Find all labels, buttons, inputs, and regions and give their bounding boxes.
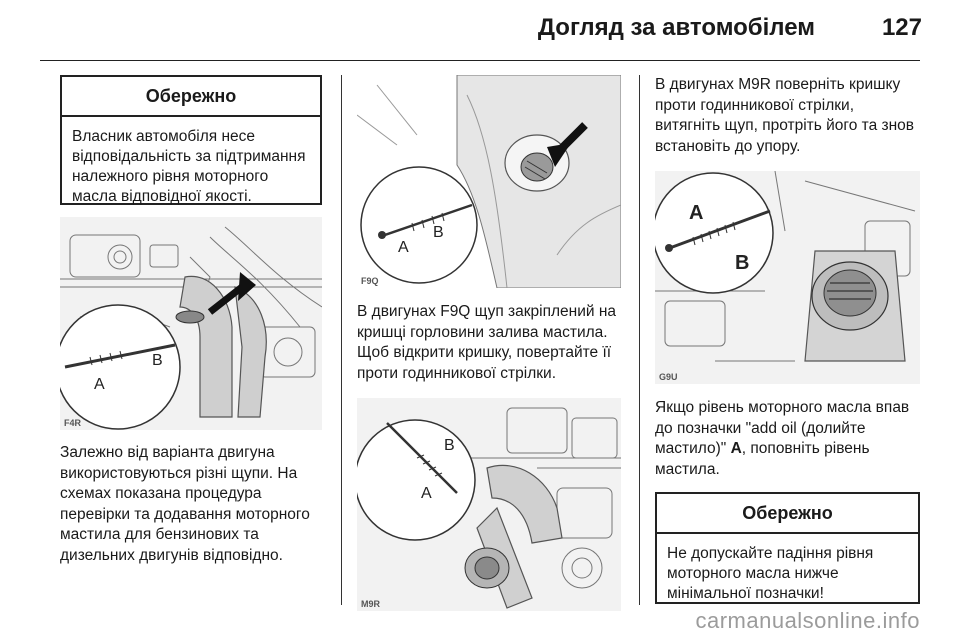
figure-code: F9Q: [361, 276, 379, 286]
caution-box-1: [60, 75, 322, 205]
column-divider-2: [639, 75, 640, 605]
figure-f9q: [357, 75, 621, 288]
figure-label-b: B: [433, 224, 444, 241]
page-number: 127: [881, 14, 922, 41]
caution-title: Обережно: [657, 494, 918, 534]
body-paragraph: Залежно від варіанта двигуна використовуються різні щупи. На схемах показана процедура перевірки та додавання моторного мастила для бензинових та дизельних двигунів відповідно.: [60, 444, 310, 564]
engine-illustration-m9r: [357, 398, 621, 611]
figure-code: M9R: [361, 599, 381, 609]
engine-illustration-g9u: [655, 171, 920, 384]
paragraph-text: , поповніть рівень мастила.: [655, 440, 870, 478]
engine-illustration-f4r: [60, 217, 322, 430]
column-divider-1: [341, 75, 342, 605]
column-1: [60, 75, 322, 566]
caution-text: Не допускайте падіння рівня моторного масла нижче мінімальної позначки!: [667, 545, 874, 602]
header-title: Догляд за автомобілем: [537, 14, 815, 41]
label-a-reference: A: [730, 440, 742, 457]
caution-box-2: [655, 492, 920, 604]
column-2: [357, 75, 621, 611]
caution-text: Власник автомобіля несе відповідальність за підтримання належного рівня моторного масла відповідної якості.: [72, 128, 306, 205]
figure-label-b: B: [735, 252, 750, 274]
caution-title: Обережно: [62, 77, 320, 117]
figure-label-a: A: [94, 376, 105, 393]
figure-g9u: [655, 171, 920, 384]
figure-code: G9U: [659, 372, 678, 382]
body-paragraph: В двигунах F9Q щуп закріплений на кришці горловини залива мастила. Щоб відкрити кришку, повертайте її проти годинникової стрілки.: [357, 303, 617, 382]
figure-label-b: B: [444, 437, 455, 454]
figure-label-b: B: [152, 352, 163, 369]
figure-code: F4R: [64, 418, 82, 428]
watermark: carmanualsonline.info: [695, 608, 920, 633]
paragraph-text: Якщо рівень моторного масла впав до позначки "add oil (долийте мастило)": [655, 399, 910, 457]
body-paragraph: В двигунах M9R поверніть кришку проти годинникової стрілки, витягніть щуп, протріть його та знов встановіть до упору.: [655, 76, 915, 155]
figure-f4r: [60, 217, 322, 430]
column-3: [655, 75, 920, 604]
body-paragraph-oil-level: [655, 398, 920, 480]
header-rule: [40, 60, 920, 61]
engine-illustration-f9q: [357, 75, 621, 288]
figure-label-a: A: [398, 239, 409, 256]
figure-m9r: [357, 398, 621, 611]
figure-label-a: A: [689, 202, 704, 224]
figure-label-a: A: [421, 485, 432, 502]
